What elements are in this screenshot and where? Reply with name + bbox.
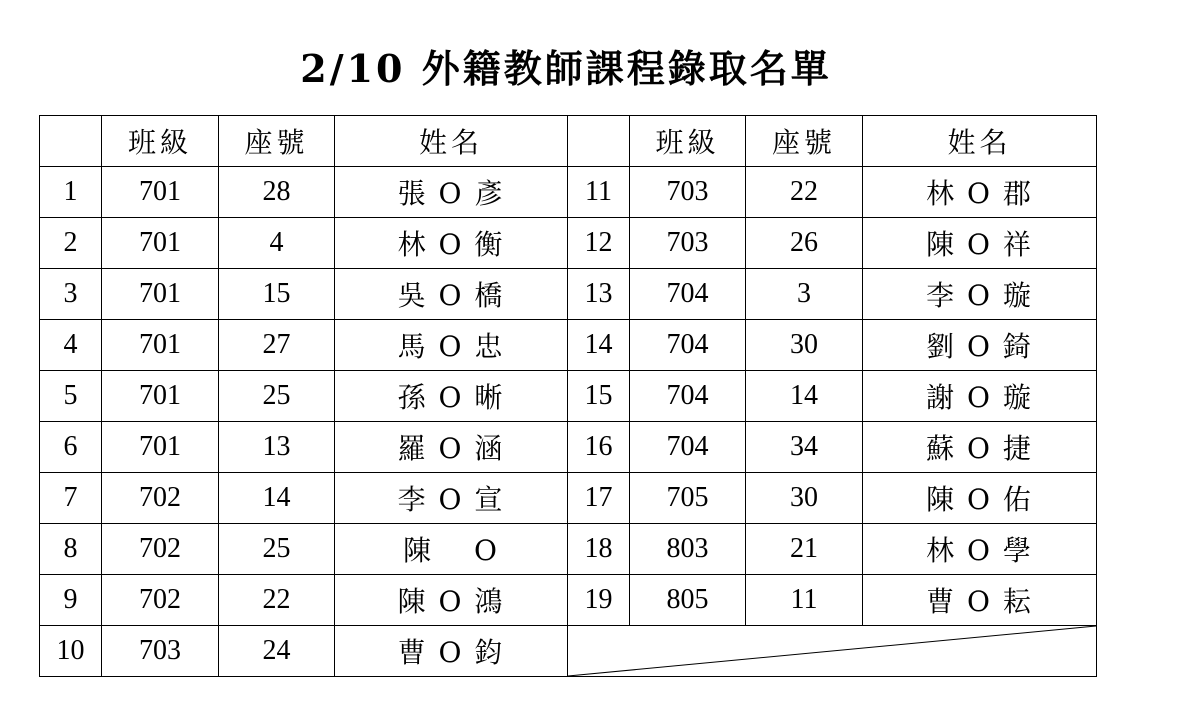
row-class: 703 [630,218,746,269]
row-index: 19 [568,575,630,626]
row-seat: 15 [219,269,335,320]
row-name: 吳 O 橋 [335,269,568,320]
row-index: 12 [568,218,630,269]
table-row [40,320,1097,371]
row-index: 10 [40,626,102,677]
table-row [40,167,1097,218]
row-class: 704 [630,371,746,422]
table-row [40,422,1097,473]
table-row [40,218,1097,269]
row-name: 孫 O 晰 [335,371,568,422]
diagonal-line [568,626,1096,676]
header-class-right: 班級 [630,116,746,167]
row-index: 3 [40,269,102,320]
row-name: 陳 O 祥 [863,218,1097,269]
row-class: 701 [102,167,219,218]
row-class: 704 [630,422,746,473]
row-class: 803 [630,524,746,575]
row-seat: 25 [219,371,335,422]
row-name: 陳 O [335,524,568,575]
row-class: 701 [102,320,219,371]
row-class: 805 [630,575,746,626]
admission-table [39,115,1097,677]
row-index: 14 [568,320,630,371]
header-seat-left: 座號 [219,116,335,167]
row-index: 13 [568,269,630,320]
row-name: 曹 O 鈞 [335,626,568,677]
table-row [40,473,1097,524]
row-seat: 30 [746,473,863,524]
table-row [40,575,1097,626]
row-seat: 14 [219,473,335,524]
row-seat: 25 [219,524,335,575]
row-index: 9 [40,575,102,626]
row-index: 11 [568,167,630,218]
row-seat: 21 [746,524,863,575]
header-index-left [40,116,102,167]
row-class: 704 [630,269,746,320]
row-name: 李 O 璇 [863,269,1097,320]
row-index: 7 [40,473,102,524]
row-index: 17 [568,473,630,524]
empty-diagonal-cell [568,626,1097,677]
row-name: 陳 O 鴻 [335,575,568,626]
row-seat: 28 [219,167,335,218]
row-index: 5 [40,371,102,422]
row-seat: 22 [219,575,335,626]
table-row [40,626,1097,677]
row-name: 林 O 學 [863,524,1097,575]
header-name-right: 姓名 [863,116,1097,167]
row-seat: 22 [746,167,863,218]
row-index: 16 [568,422,630,473]
row-index: 2 [40,218,102,269]
row-seat: 11 [746,575,863,626]
row-name: 蘇 O 捷 [863,422,1097,473]
table-row [40,524,1097,575]
header-seat-right: 座號 [746,116,863,167]
row-name: 曹 O 耘 [863,575,1097,626]
row-name: 羅 O 涵 [335,422,568,473]
header-class-left: 班級 [102,116,219,167]
row-index: 15 [568,371,630,422]
row-seat: 26 [746,218,863,269]
row-class: 701 [102,218,219,269]
row-name: 馬 O 忠 [335,320,568,371]
row-index: 18 [568,524,630,575]
row-class: 703 [102,626,219,677]
page-title: 2/10 外籍教師課程錄取名單 [300,46,832,91]
table-row [40,269,1097,320]
row-class: 705 [630,473,746,524]
header-index-right [568,116,630,167]
row-index: 6 [40,422,102,473]
row-index: 4 [40,320,102,371]
row-seat: 14 [746,371,863,422]
row-name: 謝 O 璇 [863,371,1097,422]
row-seat: 30 [746,320,863,371]
row-class: 701 [102,422,219,473]
row-seat: 3 [746,269,863,320]
header-name-left: 姓名 [335,116,568,167]
row-class: 702 [102,524,219,575]
row-class: 702 [102,575,219,626]
row-seat: 34 [746,422,863,473]
row-class: 701 [102,371,219,422]
row-name: 李 O 宣 [335,473,568,524]
row-class: 704 [630,320,746,371]
table-row [40,371,1097,422]
row-name: 張 O 彥 [335,167,568,218]
row-class: 703 [630,167,746,218]
row-seat: 13 [219,422,335,473]
row-seat: 4 [219,218,335,269]
row-name: 林 O 郡 [863,167,1097,218]
row-class: 701 [102,269,219,320]
table-header-row [40,116,1097,167]
row-name: 陳 O 佑 [863,473,1097,524]
row-seat: 24 [219,626,335,677]
row-seat: 27 [219,320,335,371]
row-name: 劉 O 錡 [863,320,1097,371]
row-name: 林 O 衡 [335,218,568,269]
row-index: 1 [40,167,102,218]
row-class: 702 [102,473,219,524]
row-index: 8 [40,524,102,575]
